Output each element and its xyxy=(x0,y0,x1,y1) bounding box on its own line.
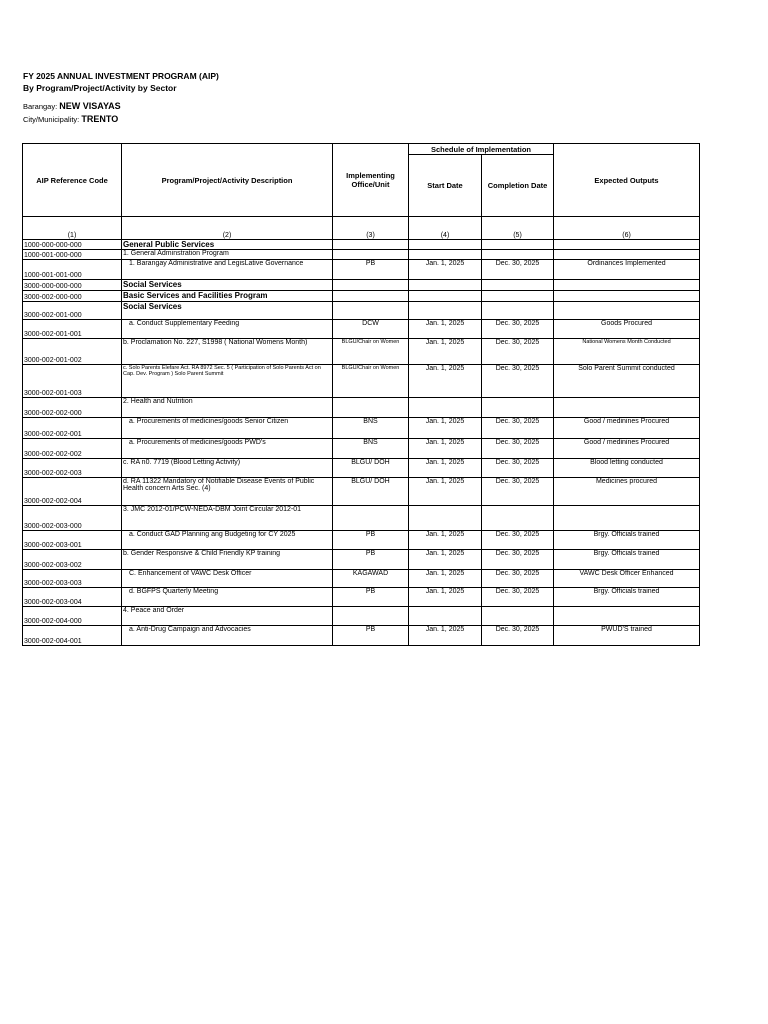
row-description: a. Anti-Drug Campaign and Advocacies xyxy=(122,626,333,646)
row-expected-output: Brgy. Officials trained xyxy=(554,531,700,550)
barangay-line xyxy=(23,100,723,113)
row-ref-code: 3000-002-004-001 xyxy=(23,626,122,646)
table-row xyxy=(23,398,700,418)
row-expected-output: Good / medinines Procured xyxy=(554,439,700,459)
row-expected-output: Blood letting conducted xyxy=(554,459,700,478)
row-ref-code: 3000-002-002-000 xyxy=(23,398,122,418)
row-office xyxy=(333,398,409,418)
row-expected-output: Solo Parent Summit conducted xyxy=(554,365,700,398)
table-row xyxy=(23,280,700,291)
row-completion-date: Dec. 30, 2025 xyxy=(482,459,554,478)
row-description: 1. Barangay Administrative and LegisLative Governance xyxy=(122,260,333,280)
row-office xyxy=(333,250,409,260)
row-ref-code: 3000-002-001-002 xyxy=(23,339,122,365)
row-ref-code: 3000-002-002-003 xyxy=(23,459,122,478)
table-row xyxy=(23,550,700,570)
row-expected-output xyxy=(554,250,700,260)
city-line xyxy=(23,113,723,126)
table-row xyxy=(23,506,700,531)
row-start-date xyxy=(409,607,482,626)
column-number: (1) xyxy=(23,217,122,240)
header-outputs: Expected Outputs xyxy=(554,144,700,217)
row-expected-output xyxy=(554,398,700,418)
row-expected-output: Goods Procured xyxy=(554,320,700,339)
table-row xyxy=(23,626,700,646)
barangay-label: Barangay: xyxy=(23,102,58,111)
row-ref-code: 3000-002-003-000 xyxy=(23,506,122,531)
row-completion-date xyxy=(482,398,554,418)
row-completion-date: Dec. 30, 2025 xyxy=(482,418,554,439)
row-ref-code: 3000-002-003-004 xyxy=(23,588,122,607)
row-start-date xyxy=(409,291,482,302)
row-completion-date xyxy=(482,280,554,291)
row-completion-date: Dec. 30, 2025 xyxy=(482,588,554,607)
row-expected-output xyxy=(554,506,700,531)
row-description: Social Services xyxy=(122,302,333,320)
barangay-value: NEW VISAYAS xyxy=(59,101,121,111)
row-ref-code: 3000-002-002-004 xyxy=(23,478,122,506)
table-row xyxy=(23,570,700,588)
row-start-date xyxy=(409,240,482,250)
row-office: BLGU/Chair on Women xyxy=(333,365,409,398)
row-expected-output xyxy=(554,291,700,302)
table-row xyxy=(23,588,700,607)
row-completion-date xyxy=(482,250,554,260)
row-office: PB xyxy=(333,550,409,570)
header-office: Implementing Office/Unit xyxy=(333,144,409,217)
row-completion-date: Dec. 30, 2025 xyxy=(482,439,554,459)
row-start-date: Jan. 1, 2025 xyxy=(409,531,482,550)
row-start-date: Jan. 1, 2025 xyxy=(409,320,482,339)
document-title: FY 2025 ANNUAL INVESTMENT PROGRAM (AIP) xyxy=(23,71,219,81)
row-office: PB xyxy=(333,588,409,607)
row-description: d. BGFPS Quarterly Meeting xyxy=(122,588,333,607)
row-completion-date xyxy=(482,607,554,626)
row-expected-output: Brgy. Officials trained xyxy=(554,588,700,607)
row-office: BNS xyxy=(333,439,409,459)
table-row xyxy=(23,418,700,439)
table-row xyxy=(23,291,700,302)
row-office: BLGU/ DOH xyxy=(333,459,409,478)
row-expected-output: VAWC Desk Officer Enhanced xyxy=(554,570,700,588)
row-office xyxy=(333,240,409,250)
row-completion-date: Dec. 30, 2025 xyxy=(482,260,554,280)
row-office: PB xyxy=(333,531,409,550)
row-office xyxy=(333,302,409,320)
row-expected-output: PWUD'S trained xyxy=(554,626,700,646)
row-start-date: Jan. 1, 2025 xyxy=(409,365,482,398)
row-completion-date: Dec. 30, 2025 xyxy=(482,550,554,570)
row-start-date: Jan. 1, 2025 xyxy=(409,260,482,280)
row-description: 2. Health and Nutrition xyxy=(122,398,333,418)
row-ref-code: 3000-002-001-001 xyxy=(23,320,122,339)
table-row xyxy=(23,531,700,550)
row-description: a. Conduct GAD Planning ang Budgeting for CY 2025 xyxy=(122,531,333,550)
row-start-date: Jan. 1, 2025 xyxy=(409,478,482,506)
row-start-date: Jan. 1, 2025 xyxy=(409,570,482,588)
aip-table xyxy=(22,143,700,646)
document-header xyxy=(23,70,723,126)
row-start-date xyxy=(409,280,482,291)
row-office: DCW xyxy=(333,320,409,339)
row-completion-date xyxy=(482,302,554,320)
row-office: PB xyxy=(333,626,409,646)
row-ref-code: 3000-002-001-003 xyxy=(23,365,122,398)
row-ref-code: 3000-002-004-000 xyxy=(23,607,122,626)
row-completion-date: Dec. 30, 2025 xyxy=(482,570,554,588)
row-ref-code: 1000-001-001-000 xyxy=(23,260,122,280)
table-row xyxy=(23,240,700,250)
table-body xyxy=(23,240,700,646)
document-subtitle: By Program/Project/Activity by Sector xyxy=(23,83,177,93)
row-office xyxy=(333,506,409,531)
row-completion-date: Dec. 30, 2025 xyxy=(482,626,554,646)
header-schedule: Schedule of Implementation xyxy=(409,144,554,155)
row-ref-code: 3000-002-000-000 xyxy=(23,291,122,302)
row-completion-date xyxy=(482,291,554,302)
row-office xyxy=(333,291,409,302)
row-ref-code: 3000-002-001-000 xyxy=(23,302,122,320)
row-completion-date: Dec. 30, 2025 xyxy=(482,339,554,365)
column-number: (3) xyxy=(333,217,409,240)
column-number: (2) xyxy=(122,217,333,240)
row-description: C. Enhancement of VAWC Desk Officer xyxy=(122,570,333,588)
row-completion-date xyxy=(482,240,554,250)
row-start-date xyxy=(409,250,482,260)
row-start-date: Jan. 1, 2025 xyxy=(409,459,482,478)
row-description: a. Procurements of medicines/goods PWD's xyxy=(122,439,333,459)
header-description: Program/Project/Activity Description xyxy=(122,144,333,217)
row-completion-date: Dec. 30, 2025 xyxy=(482,478,554,506)
row-start-date: Jan. 1, 2025 xyxy=(409,550,482,570)
row-start-date xyxy=(409,398,482,418)
row-expected-output xyxy=(554,607,700,626)
row-completion-date: Dec. 30, 2025 xyxy=(482,531,554,550)
row-office: KAGAWAD xyxy=(333,570,409,588)
row-description: c. RA n0. 7719 (Blood Letting Activity) xyxy=(122,459,333,478)
row-description: General Public Services xyxy=(122,240,333,250)
row-description: b. Proclamation No. 227, S1998 ( National Womens Month) xyxy=(122,339,333,365)
row-start-date: Jan. 1, 2025 xyxy=(409,418,482,439)
row-description: c. Solo Parents Elefare Act. RA 8972 Sec. 5 ( Participation of Solo Parents Act on Cap. Dev. Program ) Solo Parent Summit xyxy=(122,365,333,398)
row-description: Social Services xyxy=(122,280,333,291)
row-completion-date: Dec. 30, 2025 xyxy=(482,320,554,339)
row-expected-output: Brgy. Officials trained xyxy=(554,550,700,570)
row-expected-output xyxy=(554,302,700,320)
row-office: BNS xyxy=(333,418,409,439)
row-ref-code: 3000-002-003-002 xyxy=(23,550,122,570)
table-row xyxy=(23,478,700,506)
row-expected-output: Ordinances Implemented xyxy=(554,260,700,280)
row-ref-code: 3000-002-002-001 xyxy=(23,418,122,439)
table-row xyxy=(23,439,700,459)
row-ref-code: 3000-002-003-001 xyxy=(23,531,122,550)
row-description: a. Conduct Supplementary Feeding xyxy=(122,320,333,339)
row-start-date: Jan. 1, 2025 xyxy=(409,339,482,365)
table-row xyxy=(23,365,700,398)
row-expected-output: Medicines procured xyxy=(554,478,700,506)
row-start-date xyxy=(409,506,482,531)
row-expected-output xyxy=(554,280,700,291)
row-description: a. Procurements of medicines/goods Senior Citizen xyxy=(122,418,333,439)
table-row xyxy=(23,607,700,626)
column-number: (4) xyxy=(409,217,482,240)
header-completion-date: Completion Date xyxy=(482,155,554,217)
row-expected-output: Good / medinines Procured xyxy=(554,418,700,439)
row-completion-date: Dec. 30, 2025 xyxy=(482,365,554,398)
row-ref-code: 3000-000-000-000 xyxy=(23,280,122,291)
row-description: 4. Peace and Order xyxy=(122,607,333,626)
row-office: BLGU/Chair on Women xyxy=(333,339,409,365)
row-ref-code: 3000-002-003-003 xyxy=(23,570,122,588)
row-description: b. Gender Responsive & Child Friendly KP training xyxy=(122,550,333,570)
row-description: 3. JMC 2012-01/PCW-NEDA-DBM Joint Circular 2012-01 xyxy=(122,506,333,531)
row-ref-code: 1000-001-000-000 xyxy=(23,250,122,260)
row-start-date: Jan. 1, 2025 xyxy=(409,626,482,646)
row-description: d. RA 11322 Mandatory of Notifiable Disease Events of Public Health concern Arts Sec. (4) xyxy=(122,478,333,506)
row-description: 1. General Adminstration Program xyxy=(122,250,333,260)
row-office: BLGU/ DOH xyxy=(333,478,409,506)
city-label: City/Municipality: xyxy=(23,115,80,124)
row-ref-code: 1000-000-000-000 xyxy=(23,240,122,250)
table-row xyxy=(23,459,700,478)
row-expected-output: National Womens Month Conducted xyxy=(554,339,700,365)
table-row xyxy=(23,339,700,365)
row-start-date: Jan. 1, 2025 xyxy=(409,588,482,607)
header-ref-code: AIP Reference Code xyxy=(23,144,122,217)
row-expected-output xyxy=(554,240,700,250)
table-row xyxy=(23,320,700,339)
column-number: (5) xyxy=(482,217,554,240)
table-row xyxy=(23,260,700,280)
table-row xyxy=(23,302,700,320)
city-value: TRENTO xyxy=(81,114,119,124)
row-description: Basic Services and Facilities Program xyxy=(122,291,333,302)
row-start-date: Jan. 1, 2025 xyxy=(409,439,482,459)
row-office xyxy=(333,607,409,626)
column-number: (6) xyxy=(554,217,700,240)
row-ref-code: 3000-002-002-002 xyxy=(23,439,122,459)
table-row xyxy=(23,250,700,260)
header-start-date: Start Date xyxy=(409,155,482,217)
row-office xyxy=(333,280,409,291)
row-completion-date xyxy=(482,506,554,531)
row-start-date xyxy=(409,302,482,320)
column-number-row xyxy=(23,217,700,240)
row-office: PB xyxy=(333,260,409,280)
